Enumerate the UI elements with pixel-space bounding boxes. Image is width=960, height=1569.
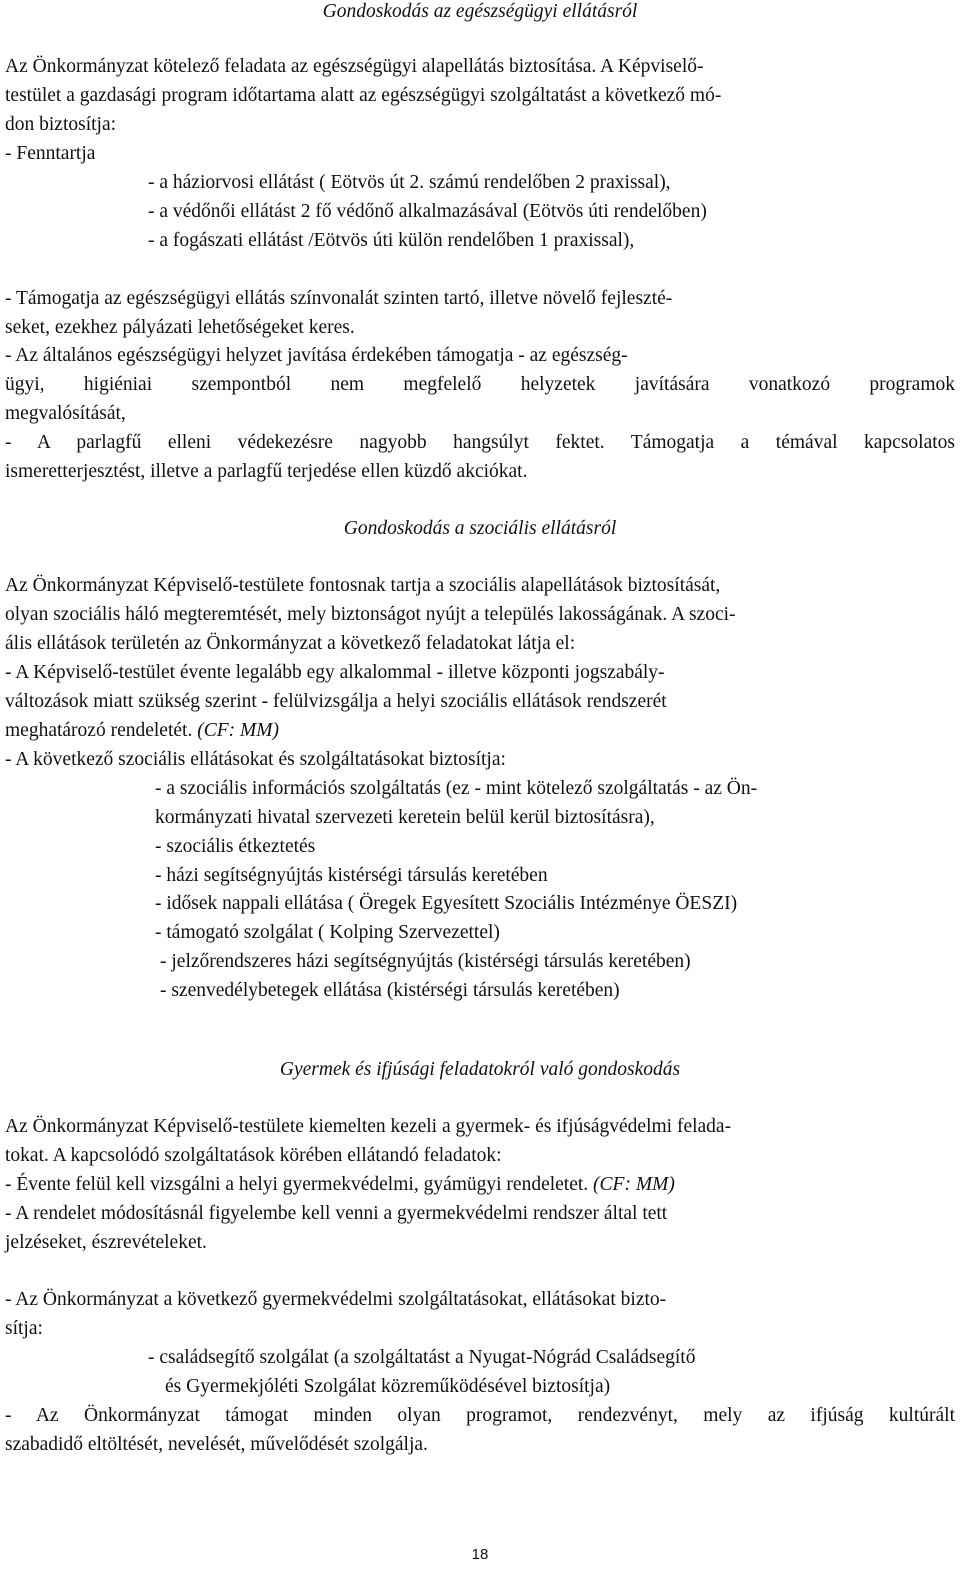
- cf-note: (CF: MM): [197, 720, 279, 741]
- list-item: - A Képviselő-testület évente legalább egy alkalommal - illetve központi jogszabály-: [5, 662, 665, 683]
- list-item: - jelzőrendszeres házi segítségnyújtás (kistérségi társulás keretében): [160, 951, 691, 972]
- paragraph-text: meghatározó rendeletét.: [5, 720, 193, 741]
- paragraph-line: szabadidő eltöltését, nevelését, művelődését szolgálja.: [5, 1434, 428, 1455]
- paragraph-line: tokat. A kapcsolódó szolgáltatások körében ellátandó feladatok:: [5, 1145, 502, 1166]
- paragraph-line: ismeretterjesztést, illetve a parlagfű terjedése ellen küzdő akciókat.: [5, 461, 528, 482]
- paragraph-line: sítja:: [5, 1318, 43, 1339]
- list-item: - Az Önkormányzat támogat minden olyan programot, rendezvényt, mely az ifjúság kultúrált: [5, 1405, 955, 1426]
- list-item: - A rendelet módosításnál figyelembe kell venni a gyermekvédelmi rendszer által tett: [5, 1203, 668, 1224]
- list-item: - Az Önkormányzat a következő gyermekvédelmi szolgáltatásokat, ellátásokat bizto-: [5, 1289, 667, 1310]
- paragraph-line: testület a gazdasági program időtartama alatt az egészségügyi szolgáltatást a következő mó-: [5, 85, 722, 106]
- paragraph-line: Az Önkormányzat Képviselő-testülete kiemelten kezeli a gyermek- és ifjúságvédelmi felada-: [5, 1116, 732, 1137]
- paragraph-line: megvalósítását,: [5, 403, 126, 424]
- list-item: - a fogászati ellátást /Eötvös úti külön rendelőben 1 praxissal),: [148, 230, 635, 251]
- list-item: - Az általános egészségügyi helyzet javítása érdekében támogatja - az egészség-: [5, 345, 628, 366]
- paragraph-line: jelzéseket, észrevételeket.: [5, 1232, 207, 1253]
- list-item: - A parlagfű elleni védekezésre nagyobb hangsúlyt fektet. Támogatja a témával kapcsolatos: [5, 432, 955, 453]
- paragraph-line: Az Önkormányzat Képviselő-testülete fontosnak tartja a szociális alapellátások biztosítását,: [5, 575, 721, 596]
- paragraph-line: don biztosítja:: [5, 114, 117, 135]
- paragraph-line: seket, ezekhez pályázati lehetőségeket keres.: [5, 317, 355, 338]
- paragraph-line: ügyi, higiéniai szempontból nem megfelelő helyzetek javítására vonatkozó programok: [5, 374, 955, 395]
- section-heading-youth: Gyermek és ifjúsági feladatokról való gondoskodás: [279, 1059, 681, 1080]
- list-item: - a védőnői ellátást 2 fő védőnő alkalmazásával (Eötvös úti rendelőben): [148, 201, 707, 222]
- paragraph-line: olyan szociális háló megteremtését, mely biztonságot nyújt a település lakosságának. A szoci-: [5, 604, 736, 625]
- list-item: [5, 1170, 675, 1199]
- list-item: - Támogatja az egészségügyi ellátás színvonalát szinten tartó, illetve növelő fejleszté-: [5, 288, 673, 309]
- list-item: - családsegítő szolgálat (a szolgáltatást a Nyugat-Nógrád Családsegítő: [148, 1347, 696, 1368]
- list-item: - idősek nappali ellátása ( Öregek Egyesített Szociális Intézménye ÖESZI): [155, 893, 738, 914]
- list-item: - támogató szolgálat ( Kolping Szervezettel): [155, 922, 500, 943]
- paragraph-line: [5, 716, 279, 745]
- paragraph-line: kormányzati hivatal szervezeti keretein belül kerül biztosításra),: [155, 807, 655, 828]
- section-heading-health: Gondoskodás az egészségügyi ellátásról: [322, 1, 638, 22]
- paragraph-line: ális ellátások területén az Önkormányzat a következő feladatokat látja el:: [5, 633, 576, 654]
- cf-note: (CF: MM): [593, 1174, 675, 1195]
- paragraph-text: - Évente felül kell vizsgálni a helyi gyermekvédelmi, gyámügyi rendeletet.: [5, 1174, 589, 1195]
- list-item: - szenvedélybetegek ellátása (kistérségi társulás keretében): [160, 980, 620, 1001]
- list-item: - a háziorvosi ellátást ( Eötvös út 2. számú rendelőben 2 praxissal),: [148, 172, 671, 193]
- list-item: - a szociális információs szolgáltatás (ez - mint kötelező szolgáltatás - az Ön-: [155, 778, 758, 799]
- paragraph-line: Az Önkormányzat kötelező feladata az egészségügyi alapellátás biztosítása. A Képviselő-: [5, 56, 704, 77]
- list-item: - szociális étkeztetés: [155, 836, 316, 857]
- paragraph-line: és Gyermekjóléti Szolgálat közreműködésével biztosítja): [165, 1376, 611, 1397]
- list-item: - Fenntartja: [5, 143, 96, 164]
- list-item: - A következő szociális ellátásokat és szolgáltatásokat biztosítja:: [5, 749, 506, 770]
- page-number: 18: [471, 1546, 489, 1563]
- section-heading-social: Gondoskodás a szociális ellátásról: [343, 518, 617, 539]
- paragraph-line: változások miatt szükség szerint - felülvizsgálja a helyi szociális ellátások rendszerét: [5, 691, 667, 712]
- list-item: - házi segítségnyújtás kistérségi társulás keretében: [155, 865, 548, 886]
